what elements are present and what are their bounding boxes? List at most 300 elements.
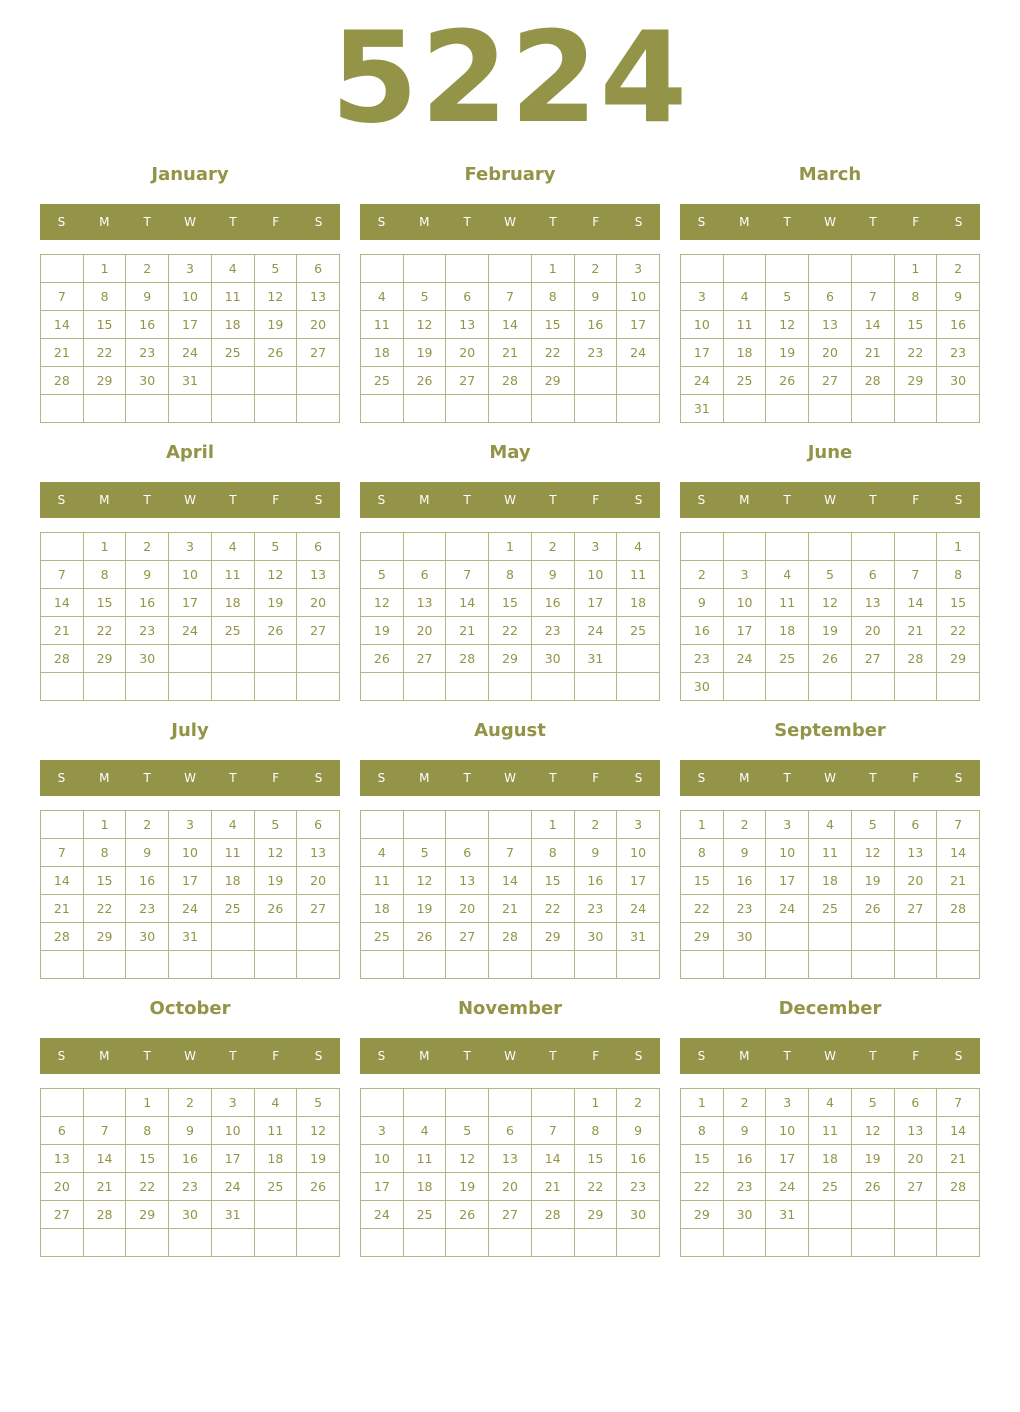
day-cell[interactable]: 15 (531, 311, 574, 339)
day-cell[interactable]: 24 (617, 895, 660, 923)
day-cell[interactable]: 13 (297, 561, 340, 589)
day-cell[interactable]: 19 (403, 339, 446, 367)
day-cell[interactable]: 13 (446, 311, 489, 339)
day-cell[interactable]: 25 (723, 367, 766, 395)
day-cell[interactable]: 25 (766, 645, 809, 673)
day-cell[interactable]: 18 (211, 311, 254, 339)
day-cell[interactable]: 2 (681, 561, 724, 589)
day-cell[interactable]: 24 (169, 617, 212, 645)
day-cell[interactable]: 29 (937, 645, 980, 673)
day-cell[interactable]: 28 (41, 367, 84, 395)
day-cell[interactable]: 20 (809, 339, 852, 367)
day-cell[interactable]: 28 (851, 367, 894, 395)
day-cell[interactable]: 4 (361, 283, 404, 311)
day-cell[interactable]: 14 (489, 867, 532, 895)
day-cell[interactable]: 25 (211, 617, 254, 645)
day-cell[interactable]: 22 (681, 1173, 724, 1201)
day-cell[interactable]: 30 (531, 645, 574, 673)
day-cell[interactable]: 20 (446, 895, 489, 923)
day-cell[interactable]: 13 (894, 1117, 937, 1145)
day-cell[interactable]: 6 (894, 811, 937, 839)
day-cell[interactable]: 11 (403, 1145, 446, 1173)
day-cell[interactable]: 24 (681, 367, 724, 395)
day-cell[interactable]: 5 (809, 561, 852, 589)
day-cell[interactable]: 26 (809, 645, 852, 673)
day-cell[interactable]: 4 (211, 255, 254, 283)
day-cell[interactable]: 17 (723, 617, 766, 645)
day-cell[interactable]: 6 (851, 561, 894, 589)
day-cell[interactable]: 16 (574, 867, 617, 895)
day-cell[interactable]: 17 (169, 589, 212, 617)
day-cell[interactable]: 3 (169, 811, 212, 839)
day-cell[interactable]: 9 (723, 1117, 766, 1145)
day-cell[interactable]: 1 (83, 811, 126, 839)
day-cell[interactable]: 31 (766, 1201, 809, 1229)
day-cell[interactable]: 27 (41, 1201, 84, 1229)
day-cell[interactable]: 8 (83, 839, 126, 867)
day-cell[interactable]: 19 (297, 1145, 340, 1173)
day-cell[interactable]: 25 (361, 923, 404, 951)
day-cell[interactable]: 9 (681, 589, 724, 617)
day-cell[interactable]: 15 (681, 867, 724, 895)
day-cell[interactable]: 17 (169, 867, 212, 895)
day-cell[interactable]: 13 (894, 839, 937, 867)
day-cell[interactable]: 26 (446, 1201, 489, 1229)
day-cell[interactable]: 29 (83, 645, 126, 673)
day-cell[interactable]: 15 (937, 589, 980, 617)
day-cell[interactable]: 13 (446, 867, 489, 895)
day-cell[interactable]: 8 (126, 1117, 169, 1145)
day-cell[interactable]: 1 (83, 255, 126, 283)
day-cell[interactable]: 3 (574, 533, 617, 561)
day-cell[interactable]: 23 (126, 617, 169, 645)
day-cell[interactable]: 17 (617, 867, 660, 895)
day-cell[interactable]: 10 (211, 1117, 254, 1145)
day-cell[interactable]: 7 (894, 561, 937, 589)
day-cell[interactable]: 31 (617, 923, 660, 951)
day-cell[interactable]: 12 (809, 589, 852, 617)
day-cell[interactable]: 14 (531, 1145, 574, 1173)
day-cell[interactable]: 16 (723, 867, 766, 895)
day-cell[interactable]: 27 (894, 895, 937, 923)
day-cell[interactable]: 27 (809, 367, 852, 395)
day-cell[interactable]: 29 (489, 645, 532, 673)
day-cell[interactable]: 22 (83, 617, 126, 645)
day-cell[interactable]: 9 (574, 283, 617, 311)
day-cell[interactable]: 18 (809, 867, 852, 895)
day-cell[interactable]: 7 (531, 1117, 574, 1145)
day-cell[interactable]: 2 (574, 255, 617, 283)
day-cell[interactable]: 20 (297, 867, 340, 895)
day-cell[interactable]: 7 (41, 839, 84, 867)
day-cell[interactable]: 13 (41, 1145, 84, 1173)
day-cell[interactable]: 20 (403, 617, 446, 645)
day-cell[interactable]: 8 (489, 561, 532, 589)
day-cell[interactable]: 31 (169, 367, 212, 395)
day-cell[interactable]: 20 (894, 1145, 937, 1173)
day-cell[interactable]: 21 (41, 339, 84, 367)
day-cell[interactable]: 16 (169, 1145, 212, 1173)
day-cell[interactable]: 23 (574, 339, 617, 367)
day-cell[interactable]: 23 (169, 1173, 212, 1201)
day-cell[interactable]: 22 (681, 895, 724, 923)
day-cell[interactable]: 5 (297, 1089, 340, 1117)
day-cell[interactable]: 26 (254, 895, 297, 923)
day-cell[interactable]: 27 (894, 1173, 937, 1201)
day-cell[interactable]: 31 (211, 1201, 254, 1229)
day-cell[interactable]: 11 (361, 311, 404, 339)
day-cell[interactable]: 3 (766, 1089, 809, 1117)
day-cell[interactable]: 17 (574, 589, 617, 617)
day-cell[interactable]: 14 (41, 867, 84, 895)
day-cell[interactable]: 24 (574, 617, 617, 645)
day-cell[interactable]: 26 (851, 895, 894, 923)
day-cell[interactable]: 8 (681, 1117, 724, 1145)
day-cell[interactable]: 18 (211, 867, 254, 895)
day-cell[interactable]: 8 (574, 1117, 617, 1145)
day-cell[interactable]: 2 (169, 1089, 212, 1117)
day-cell[interactable]: 13 (403, 589, 446, 617)
day-cell[interactable]: 24 (169, 895, 212, 923)
day-cell[interactable]: 26 (361, 645, 404, 673)
day-cell[interactable]: 15 (574, 1145, 617, 1173)
day-cell[interactable]: 31 (169, 923, 212, 951)
day-cell[interactable]: 7 (937, 811, 980, 839)
day-cell[interactable]: 16 (937, 311, 980, 339)
day-cell[interactable]: 25 (617, 617, 660, 645)
day-cell[interactable]: 12 (446, 1145, 489, 1173)
day-cell[interactable]: 15 (489, 589, 532, 617)
day-cell[interactable]: 27 (851, 645, 894, 673)
day-cell[interactable]: 26 (254, 339, 297, 367)
day-cell[interactable]: 27 (446, 923, 489, 951)
day-cell[interactable]: 21 (41, 895, 84, 923)
day-cell[interactable]: 30 (723, 1201, 766, 1229)
day-cell[interactable]: 15 (83, 589, 126, 617)
day-cell[interactable]: 30 (126, 645, 169, 673)
day-cell[interactable]: 12 (851, 839, 894, 867)
day-cell[interactable]: 4 (403, 1117, 446, 1145)
day-cell[interactable]: 5 (254, 533, 297, 561)
day-cell[interactable]: 11 (211, 283, 254, 311)
day-cell[interactable]: 7 (41, 561, 84, 589)
day-cell[interactable]: 3 (766, 811, 809, 839)
day-cell[interactable]: 25 (211, 339, 254, 367)
day-cell[interactable]: 18 (361, 895, 404, 923)
day-cell[interactable]: 30 (126, 923, 169, 951)
day-cell[interactable]: 5 (403, 283, 446, 311)
day-cell[interactable]: 12 (361, 589, 404, 617)
day-cell[interactable]: 22 (894, 339, 937, 367)
day-cell[interactable]: 5 (851, 1089, 894, 1117)
day-cell[interactable]: 12 (254, 561, 297, 589)
day-cell[interactable]: 2 (531, 533, 574, 561)
day-cell[interactable]: 15 (894, 311, 937, 339)
day-cell[interactable]: 12 (766, 311, 809, 339)
day-cell[interactable]: 3 (617, 255, 660, 283)
day-cell[interactable]: 3 (617, 811, 660, 839)
day-cell[interactable]: 21 (489, 895, 532, 923)
day-cell[interactable]: 24 (361, 1201, 404, 1229)
day-cell[interactable]: 19 (809, 617, 852, 645)
day-cell[interactable]: 7 (937, 1089, 980, 1117)
day-cell[interactable]: 10 (574, 561, 617, 589)
day-cell[interactable]: 21 (489, 339, 532, 367)
day-cell[interactable]: 18 (403, 1173, 446, 1201)
day-cell[interactable]: 25 (211, 895, 254, 923)
day-cell[interactable]: 22 (531, 339, 574, 367)
day-cell[interactable]: 14 (83, 1145, 126, 1173)
day-cell[interactable]: 18 (766, 617, 809, 645)
day-cell[interactable]: 22 (126, 1173, 169, 1201)
day-cell[interactable]: 3 (361, 1117, 404, 1145)
day-cell[interactable]: 21 (894, 617, 937, 645)
day-cell[interactable]: 19 (254, 311, 297, 339)
day-cell[interactable]: 2 (723, 811, 766, 839)
day-cell[interactable]: 15 (531, 867, 574, 895)
day-cell[interactable]: 6 (403, 561, 446, 589)
day-cell[interactable]: 4 (254, 1089, 297, 1117)
day-cell[interactable]: 12 (403, 867, 446, 895)
day-cell[interactable]: 3 (681, 283, 724, 311)
day-cell[interactable]: 4 (211, 533, 254, 561)
day-cell[interactable]: 15 (83, 311, 126, 339)
day-cell[interactable]: 28 (41, 645, 84, 673)
day-cell[interactable]: 5 (254, 811, 297, 839)
day-cell[interactable]: 20 (297, 589, 340, 617)
day-cell[interactable]: 9 (126, 839, 169, 867)
day-cell[interactable]: 10 (681, 311, 724, 339)
day-cell[interactable]: 29 (126, 1201, 169, 1229)
day-cell[interactable]: 17 (766, 1145, 809, 1173)
day-cell[interactable]: 5 (446, 1117, 489, 1145)
day-cell[interactable]: 1 (489, 533, 532, 561)
day-cell[interactable]: 11 (211, 839, 254, 867)
day-cell[interactable]: 22 (489, 617, 532, 645)
day-cell[interactable]: 27 (297, 895, 340, 923)
day-cell[interactable]: 10 (169, 561, 212, 589)
day-cell[interactable]: 12 (403, 311, 446, 339)
day-cell[interactable]: 7 (489, 839, 532, 867)
day-cell[interactable]: 23 (126, 895, 169, 923)
day-cell[interactable]: 21 (937, 1145, 980, 1173)
day-cell[interactable]: 30 (574, 923, 617, 951)
day-cell[interactable]: 21 (851, 339, 894, 367)
day-cell[interactable]: 24 (617, 339, 660, 367)
day-cell[interactable]: 9 (617, 1117, 660, 1145)
day-cell[interactable]: 22 (937, 617, 980, 645)
day-cell[interactable]: 18 (211, 589, 254, 617)
day-cell[interactable]: 30 (126, 367, 169, 395)
day-cell[interactable]: 3 (723, 561, 766, 589)
day-cell[interactable]: 22 (83, 895, 126, 923)
day-cell[interactable]: 25 (809, 1173, 852, 1201)
day-cell[interactable]: 26 (851, 1173, 894, 1201)
day-cell[interactable]: 16 (574, 311, 617, 339)
day-cell[interactable]: 18 (361, 339, 404, 367)
day-cell[interactable]: 1 (531, 255, 574, 283)
day-cell[interactable]: 8 (681, 839, 724, 867)
day-cell[interactable]: 19 (361, 617, 404, 645)
day-cell[interactable]: 15 (83, 867, 126, 895)
day-cell[interactable]: 13 (851, 589, 894, 617)
day-cell[interactable]: 15 (126, 1145, 169, 1173)
day-cell[interactable]: 7 (446, 561, 489, 589)
day-cell[interactable]: 10 (169, 283, 212, 311)
day-cell[interactable]: 9 (937, 283, 980, 311)
day-cell[interactable]: 23 (574, 895, 617, 923)
day-cell[interactable]: 16 (681, 617, 724, 645)
day-cell[interactable]: 16 (126, 867, 169, 895)
day-cell[interactable]: 12 (851, 1117, 894, 1145)
day-cell[interactable]: 11 (254, 1117, 297, 1145)
day-cell[interactable]: 17 (169, 311, 212, 339)
day-cell[interactable]: 18 (809, 1145, 852, 1173)
day-cell[interactable]: 19 (851, 1145, 894, 1173)
day-cell[interactable]: 23 (531, 617, 574, 645)
day-cell[interactable]: 14 (937, 1117, 980, 1145)
day-cell[interactable]: 14 (41, 589, 84, 617)
day-cell[interactable]: 9 (169, 1117, 212, 1145)
day-cell[interactable]: 11 (361, 867, 404, 895)
day-cell[interactable]: 26 (403, 923, 446, 951)
day-cell[interactable]: 29 (83, 923, 126, 951)
day-cell[interactable]: 23 (723, 1173, 766, 1201)
day-cell[interactable]: 10 (169, 839, 212, 867)
day-cell[interactable]: 15 (681, 1145, 724, 1173)
day-cell[interactable]: 1 (681, 811, 724, 839)
day-cell[interactable]: 2 (574, 811, 617, 839)
day-cell[interactable]: 31 (681, 395, 724, 423)
day-cell[interactable]: 6 (446, 283, 489, 311)
day-cell[interactable]: 30 (681, 673, 724, 701)
day-cell[interactable]: 4 (766, 561, 809, 589)
day-cell[interactable]: 10 (361, 1145, 404, 1173)
day-cell[interactable]: 19 (851, 867, 894, 895)
day-cell[interactable]: 8 (894, 283, 937, 311)
day-cell[interactable]: 9 (723, 839, 766, 867)
day-cell[interactable]: 2 (126, 533, 169, 561)
day-cell[interactable]: 19 (403, 895, 446, 923)
day-cell[interactable]: 23 (617, 1173, 660, 1201)
day-cell[interactable]: 28 (937, 1173, 980, 1201)
day-cell[interactable]: 6 (809, 283, 852, 311)
day-cell[interactable]: 1 (126, 1089, 169, 1117)
day-cell[interactable]: 16 (617, 1145, 660, 1173)
day-cell[interactable]: 25 (403, 1201, 446, 1229)
day-cell[interactable]: 11 (766, 589, 809, 617)
day-cell[interactable]: 28 (41, 923, 84, 951)
day-cell[interactable]: 4 (361, 839, 404, 867)
day-cell[interactable]: 20 (851, 617, 894, 645)
day-cell[interactable]: 19 (766, 339, 809, 367)
day-cell[interactable]: 6 (446, 839, 489, 867)
day-cell[interactable]: 29 (894, 367, 937, 395)
day-cell[interactable]: 8 (937, 561, 980, 589)
day-cell[interactable]: 5 (361, 561, 404, 589)
day-cell[interactable]: 13 (297, 839, 340, 867)
day-cell[interactable]: 21 (83, 1173, 126, 1201)
day-cell[interactable]: 4 (809, 1089, 852, 1117)
day-cell[interactable]: 6 (297, 533, 340, 561)
day-cell[interactable]: 23 (723, 895, 766, 923)
day-cell[interactable]: 1 (574, 1089, 617, 1117)
day-cell[interactable]: 12 (254, 283, 297, 311)
day-cell[interactable]: 22 (531, 895, 574, 923)
day-cell[interactable]: 21 (446, 617, 489, 645)
day-cell[interactable]: 12 (297, 1117, 340, 1145)
day-cell[interactable]: 17 (617, 311, 660, 339)
day-cell[interactable]: 28 (894, 645, 937, 673)
day-cell[interactable]: 27 (297, 339, 340, 367)
day-cell[interactable]: 24 (211, 1173, 254, 1201)
day-cell[interactable]: 4 (617, 533, 660, 561)
day-cell[interactable]: 1 (937, 533, 980, 561)
day-cell[interactable]: 11 (211, 561, 254, 589)
day-cell[interactable]: 7 (83, 1117, 126, 1145)
day-cell[interactable]: 17 (766, 867, 809, 895)
day-cell[interactable]: 5 (851, 811, 894, 839)
day-cell[interactable]: 18 (254, 1145, 297, 1173)
day-cell[interactable]: 25 (254, 1173, 297, 1201)
day-cell[interactable]: 18 (617, 589, 660, 617)
day-cell[interactable]: 4 (809, 811, 852, 839)
day-cell[interactable]: 29 (531, 367, 574, 395)
day-cell[interactable]: 11 (809, 1117, 852, 1145)
day-cell[interactable]: 20 (446, 339, 489, 367)
day-cell[interactable]: 7 (851, 283, 894, 311)
day-cell[interactable]: 1 (531, 811, 574, 839)
day-cell[interactable]: 8 (83, 283, 126, 311)
day-cell[interactable]: 19 (254, 589, 297, 617)
day-cell[interactable]: 5 (254, 255, 297, 283)
day-cell[interactable]: 24 (766, 1173, 809, 1201)
day-cell[interactable]: 27 (446, 367, 489, 395)
day-cell[interactable]: 28 (531, 1201, 574, 1229)
day-cell[interactable]: 29 (681, 1201, 724, 1229)
day-cell[interactable]: 20 (41, 1173, 84, 1201)
day-cell[interactable]: 30 (937, 367, 980, 395)
day-cell[interactable]: 27 (297, 617, 340, 645)
day-cell[interactable]: 26 (766, 367, 809, 395)
day-cell[interactable]: 14 (894, 589, 937, 617)
day-cell[interactable]: 17 (211, 1145, 254, 1173)
day-cell[interactable]: 6 (894, 1089, 937, 1117)
day-cell[interactable]: 21 (41, 617, 84, 645)
day-cell[interactable]: 9 (126, 283, 169, 311)
day-cell[interactable]: 12 (254, 839, 297, 867)
day-cell[interactable]: 24 (766, 895, 809, 923)
day-cell[interactable]: 11 (809, 839, 852, 867)
day-cell[interactable]: 21 (937, 867, 980, 895)
day-cell[interactable]: 6 (489, 1117, 532, 1145)
day-cell[interactable]: 2 (723, 1089, 766, 1117)
day-cell[interactable]: 16 (531, 589, 574, 617)
day-cell[interactable]: 2 (126, 255, 169, 283)
day-cell[interactable]: 23 (937, 339, 980, 367)
day-cell[interactable]: 29 (83, 367, 126, 395)
day-cell[interactable]: 30 (723, 923, 766, 951)
day-cell[interactable]: 24 (169, 339, 212, 367)
day-cell[interactable]: 31 (574, 645, 617, 673)
day-cell[interactable]: 3 (169, 533, 212, 561)
day-cell[interactable]: 4 (211, 811, 254, 839)
day-cell[interactable]: 21 (531, 1173, 574, 1201)
day-cell[interactable]: 8 (83, 561, 126, 589)
day-cell[interactable]: 6 (297, 811, 340, 839)
day-cell[interactable]: 26 (254, 617, 297, 645)
day-cell[interactable]: 28 (489, 923, 532, 951)
